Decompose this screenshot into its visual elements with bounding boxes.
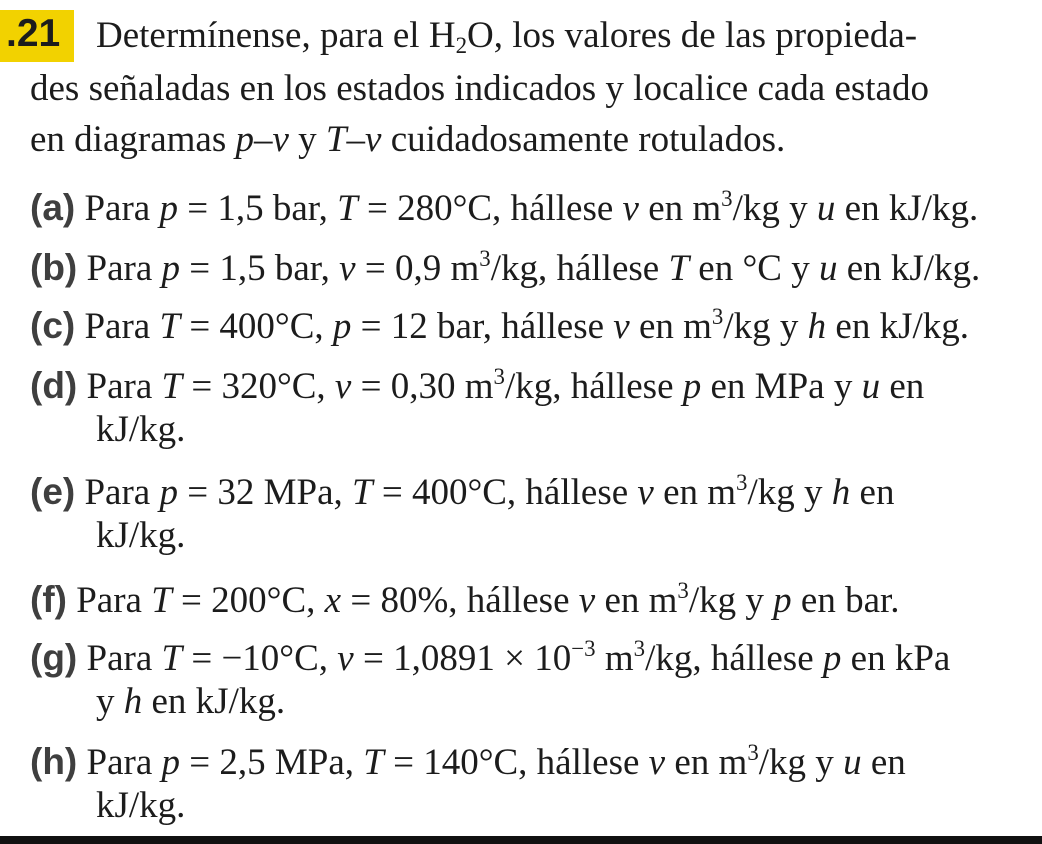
problem-number: .21	[6, 12, 61, 55]
item-d-continuation: kJ/kg.	[96, 409, 186, 450]
item-label: (d)	[30, 365, 78, 406]
item-c: (c) Para T = 400°C, p = 12 bar, hállese v en $m^3/kg$ y h en kJ/kg.	[30, 303, 970, 347]
item-label: (b)	[30, 247, 78, 288]
intro-source-1	[0, 0, 1, 1]
intro-line-2: des señaladas en los estados indicados y localice cada estado	[30, 68, 929, 109]
item-e: (e) Para p = 32 MPa, T = 400°C, hállese v en $m^3/kg$ y h en	[30, 469, 895, 513]
item-label: (e)	[30, 471, 76, 512]
item-h: (h) Para p = 2,5 MPa, T = 140°C, hállese v en $m^3/kg$ y u en	[30, 739, 906, 783]
item-g: (g) Para T = −10°C, $v = 1,0891 \times 10^{-3}$ $m^3/kg$, hállese p en kPa	[30, 635, 951, 679]
item-a: (a) Para p = 1,5 bar, T = 280°C, hállese v en $m^3/kg$ y u en kJ/kg.	[30, 185, 979, 229]
item-label: (c)	[30, 305, 76, 346]
page-bottom-border	[0, 836, 1042, 844]
item-d: (d) Para T = 320°C, v = 0,30 $m^3/kg$, hállese p en MPa y u en	[30, 363, 925, 407]
intro-line-1: Determínense, para el $H_2O$, los valores de las propieda-	[96, 15, 918, 59]
item-b: (b) Para p = 1,5 bar, v = 0,9 $m^3/kg$, hállese T en °C y u en kJ/kg.	[30, 245, 981, 289]
item-g-continuation: y h en kJ/kg.	[96, 681, 286, 722]
intro-line-3: en diagramas p–v y T–v cuidadosamente rotulados.	[30, 119, 786, 160]
item-f: (f) Para T = 200°C, x = 80%, hállese v en $m^3/kg$ y p en bar.	[30, 577, 900, 621]
item-label: (f)	[30, 579, 67, 620]
item-label: (g)	[30, 637, 78, 678]
item-h-continuation: kJ/kg.	[96, 785, 186, 826]
item-label: (a)	[30, 187, 76, 228]
item-e-continuation: kJ/kg.	[96, 515, 186, 556]
item-label: (h)	[30, 741, 78, 782]
